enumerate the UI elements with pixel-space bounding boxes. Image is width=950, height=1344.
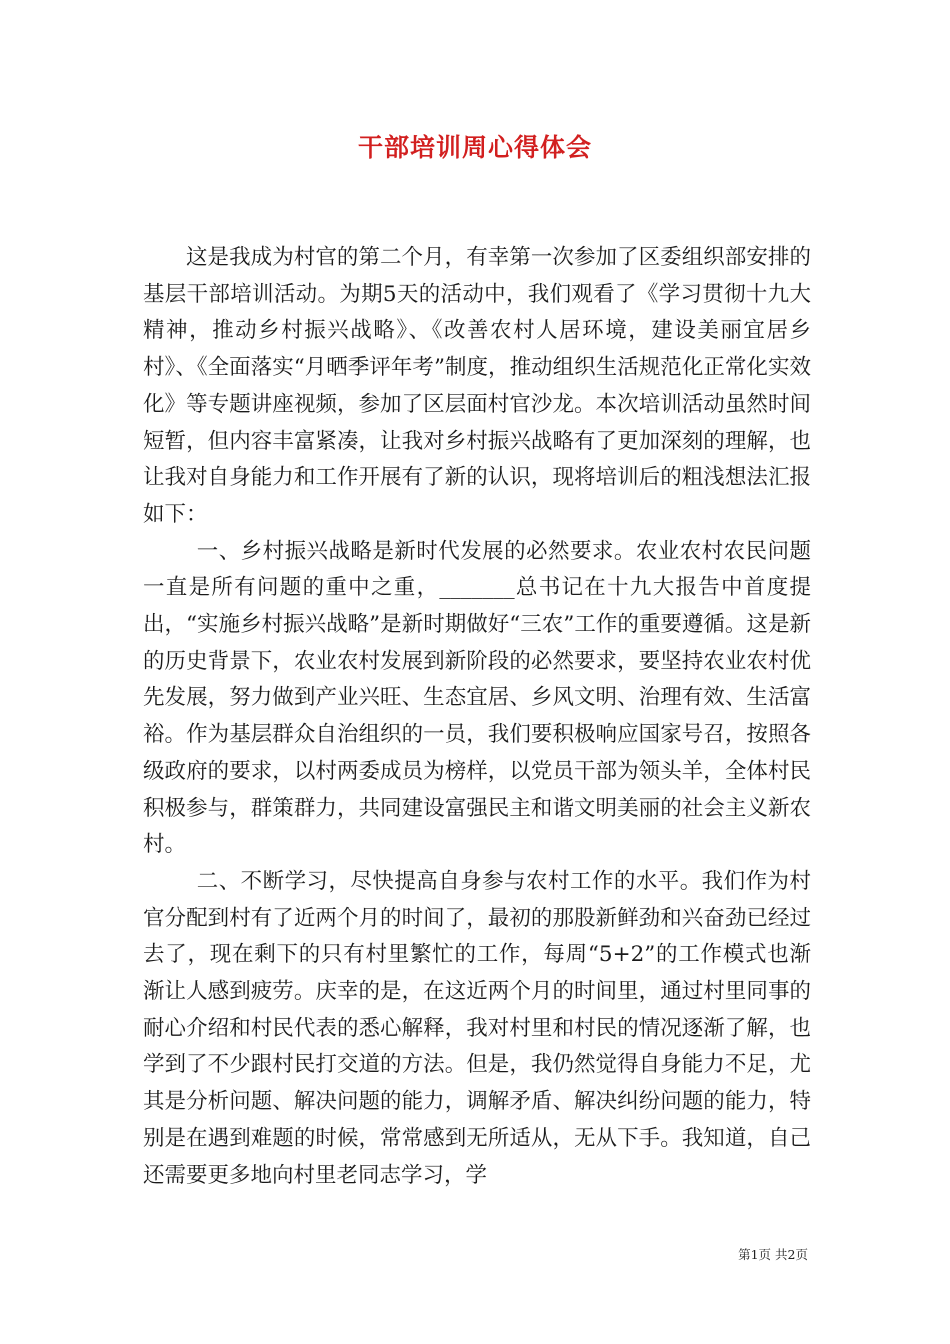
document-title: 干部培训周心得体会: [357, 133, 592, 162]
paragraph-intro: 这是我成为村官的第二个月，有幸第一次参加了区委组织部安排的基层干部培训活动。为期5天的活动中，我们观看了《学习贯彻十九大精神，推动乡村振兴战略》、《改善农村人居环境，建设美丽宜居乡村》、《全面落实“月晒季评年考”制度，推动组织生活规范化正常化实效化》等专题讲座视频，参加了区层面村官沙龙。本次培训活动虽然时间短暂，但内容丰富紧凑，让我对乡村振兴战略有了更加深刻的理解，也让我对自身能力和工作开展有了新的认识，现将培训后的粗浅想法汇报如下：: [143, 245, 811, 527]
paragraph-section-two: 二、不断学习，尽快提高自身参与农村工作的水平。我们作为村官分配到村有了近两个月的时间了，最初的那股新鲜劲和兴奋劲已经过去了，现在剩下的只有村里繁忙的工作，每周“5+2”的工作模式也渐渐让人感到疲劳。庆幸的是，在这近两个月的时间里，通过村里同事的耐心介绍和村民代表的悉心解释，我对村里和村民的情况逐渐了解，也学到了不少跟村民打交道的方法。但是，我仍然觉得自身能力不足，尤其是分析问题、解决问题的能力，调解矛盾、解决纠纷问题的能力，特别是在遇到难题的时候，常常感到无所适从，无从下手。我知道，自己还需要更多地向村里老同志学习，学: [143, 868, 811, 1188]
paragraph-section-one: 一、乡村振兴战略是新时代发展的必然要求。农业农村农民问题一直是所有问题的重中之重，_______总书记在十九大报告中首度提出，“实施乡村振兴战略”是新时期做好“三农”工作的重要遵循。这是新的历史背景下，农业农村发展到新阶段的必然要求，要坚持农业农村优先发展，努力做到产业兴旺、生态宜居、乡风文明、治理有效、生活富裕。作为基层群众自治组织的一员，我们要积极响应国家号召，按照各级政府的要求，以村两委成员为榜样，以党员干部为领头羊，全体村民积极参与，群策群力，共同建设富强民主和谐文明美丽的社会主义新农村。: [143, 538, 811, 858]
document-body: [143, 240, 811, 1194]
page-number: 第1页 共2页: [738, 1247, 808, 1262]
